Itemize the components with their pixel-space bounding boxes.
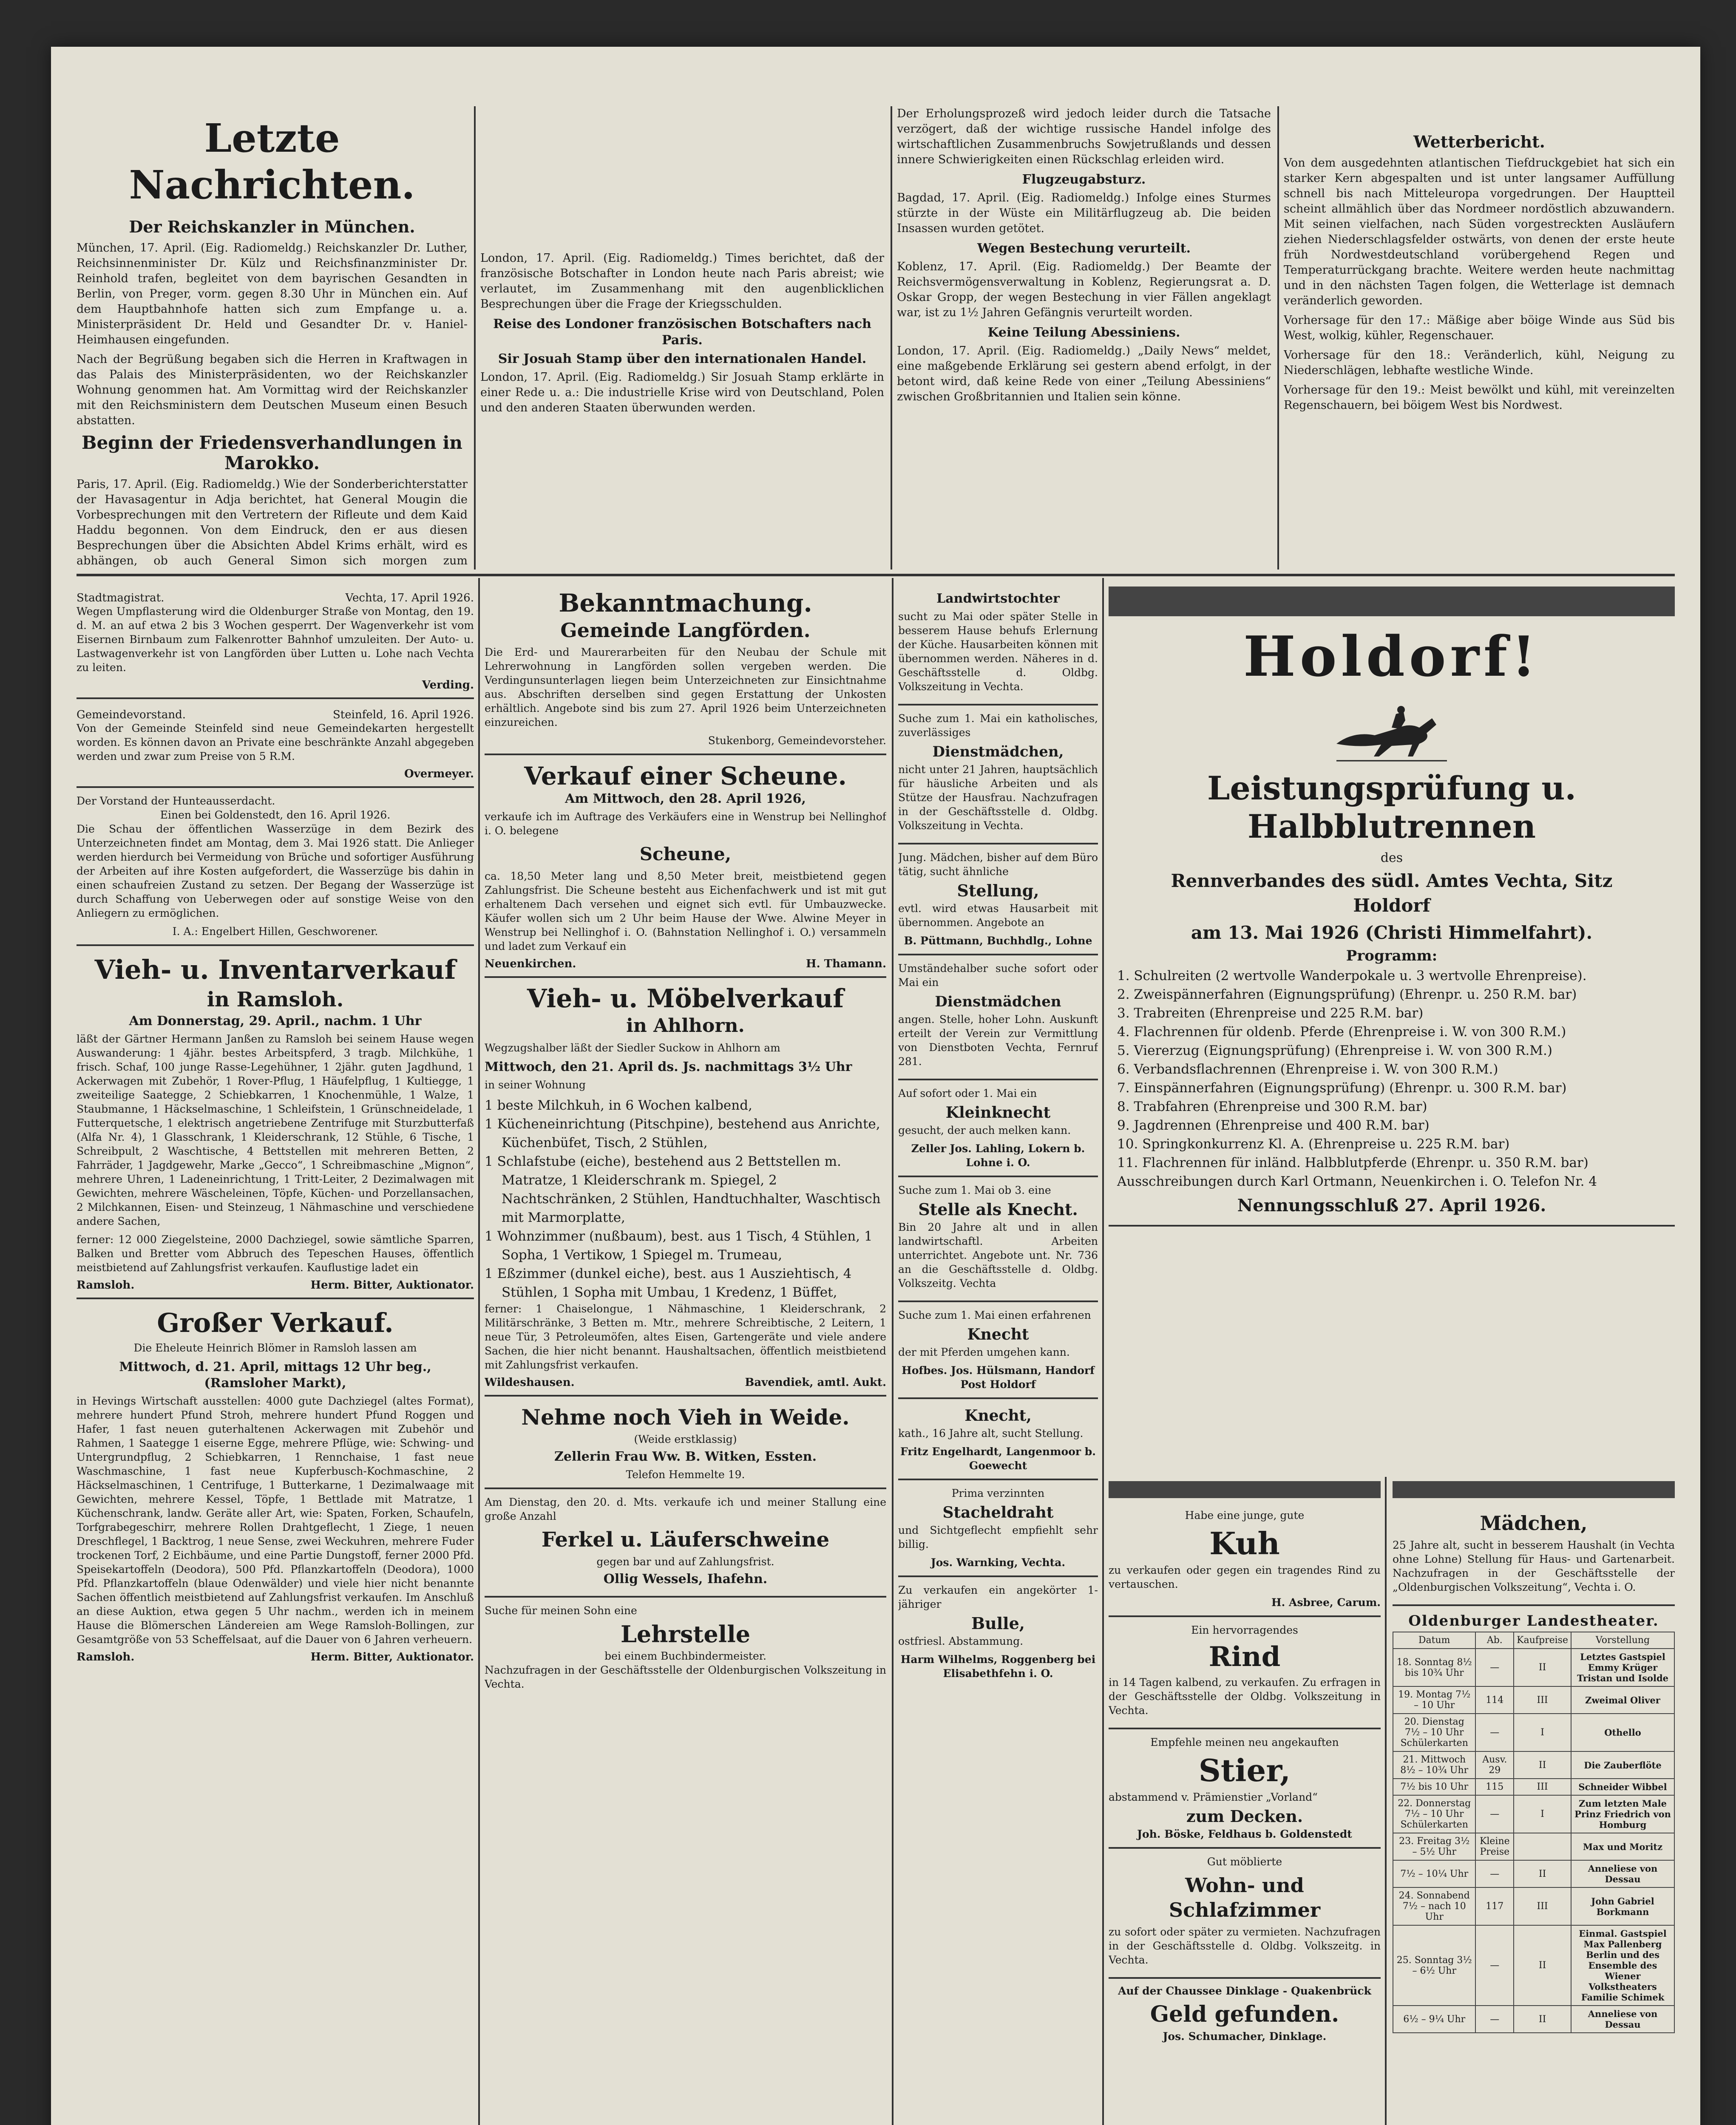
ads-col-4a (1109, 1477, 1381, 2125)
table-row (1393, 1779, 1674, 1795)
ad-head: Mädchen, (1480, 1512, 1588, 1535)
ad-text: in Hevings Wirtschaft ausstellen: 4000 gute Dachziegel (altes Format), mehrere hundert Pfund Stroh, mehrere hundert Pfund Roggen und Hafer, 1 fast neuen guterhaltenen Ackerwagen mit Zubehör und Rahmen, 1 Saategge 1 eiserne Egge, mehrere Pflüge, wie: Schwing- und Untergrundpflug, 2 Schiebkarren, 1 Rennchaise, 1 fast neue Waschmaschine, 1 fast neue Kupferbusch-Kochmaschine, 2 Häckselmaschinen, 1 Centrifuge, 1 Butterkarne, 1 Dezimalwaage mit Gewichten, mehrere Kessel, Töpfe, 1 Bettlade mit Matratze, 1 Küchenschrank, landw. Geräte aller Art, wie: Spaten, Forken, Schaufeln, Torfgrabegeschirr, mehrere Rollen Drahtgeflecht, 1 Ziege, 1 neuen Dreschflegel, 1 Backtrog, 1 neue Sense, zwei Weckuhren, mehrere Fuder trockenen Torf, 2 Eichbäume, und eine Partie Dungstoff, ferner 2000 Pfd. Speisekartoffeln (Deodora), 500 Pfd. Pflanzkartoffeln (Deodora), 1000 Pfd. Pflanzkartoffeln (blaue Odenwälder) und viele hier nicht benannte Sachen öffentlich meistbietend auf Zahlungsfrist verkaufen. Im Anschluß an diese Auktion, etwa gegen 5 Uhr nachm., werden ich in meinem Hause die Blömerschen Ländereien am Wege Ramsloh-Bollingen, zur Gesamtgröße von 53 Scheffelsaat, auf die Dauer von 6 Jahren verheuern. (77, 1395, 474, 1646)
ad-head: Bulle, (971, 1614, 1025, 1633)
table-cell: — (1475, 1714, 1514, 1751)
ad-item: Scheune, (639, 844, 732, 864)
ad-text: Auf sofort oder 1. Mai ein (898, 1087, 1037, 1099)
table-cell: Anneliese von Dessau (1571, 2006, 1674, 2033)
ad-list-item: 1 beste Milchkuh, in 6 Wochen kalbend, (485, 1098, 752, 1113)
table-cell: Kleine Preise (1475, 1833, 1514, 1860)
ad-list-item: 1 Schlafstube (eiche), bestehend aus 2 Bettstellen m. Matratze, 1 Kleiderschrank m. Spiegel, 2 Nachtschränken, 2 Stühlen, Handtuchhalter, Waschtisch mit Marmorplatte, (485, 1154, 881, 1225)
ad-text: Die Erd- und Maurerarbeiten für den Neubau der Schule mit Lehrerwohnung in Langförden sollen vergeben werden. Die Verdingunsunterlagen liegen beim Unterzeichneten zur Einsichtnahme aus. Abschriften derselben sind gegen Erstattung der Unkosten erhältlich. Angebote sind bis zum 27. April 1926 beim Unterzeichneten einzureichen. (485, 646, 886, 728)
ad-grosser-verkauf (77, 1299, 474, 1663)
weather-col (1284, 106, 1675, 570)
table-cell: III (1514, 1887, 1571, 1925)
table-cell: 22. Donnerstag 7½ – 10 Uhr Schülerkarten (1393, 1795, 1475, 1833)
ad-text: ferner: 1 Chaiselongue, 1 Nähmaschine, 1 Kleiderschrank, 2 Militärschränke, 3 Betten m. Mtr., mehrere Schreibtische, 2 Leitern, 1 neue Tür, 3 Petroleumöfen, altes Eisen, Gartengeräte und viele andere Sachen, die hier nicht benannt. Haushaltsachen, öffentlich meistbietend mit Zahlungsfrist verkaufen. (485, 1303, 886, 1371)
table-row (1393, 1751, 1674, 1779)
news-text: London, 17. April. (Eig. Radiomeldg.) Times berichtet, daß der französische Botschafter in London heute nach Paris abreist; wie verlautet, im Zusammenhang mit den augenblicklichen Besprechungen über die Frage der Kriegsschulden. (480, 252, 884, 311)
news-text: Der Erholungsprozeß wird jedoch leider durch die Tatsache verzögert, daß der wichtige russische Handel infolge des wirtschaftlichen Zusammenbruchs Sowjetrußlands und dessen innere Schwierigkeiten einen Rückschlag erleiden wird. (897, 107, 1271, 166)
ad-subhead: (Weide erstklassig) (634, 1433, 737, 1445)
ad-zimmer (1109, 1849, 1381, 1979)
program-item: 7. Einspännerfahren (Eignungsprüfung) (Ehrenpr. u. 300 R.M. bar) (1117, 1080, 1567, 1096)
ad-text: Suche für meinen Sohn eine (485, 1604, 637, 1617)
program-footer: Ausschreibungen durch Karl Ortmann, Neuenkirchen i. O. Telefon Nr. 4 (1117, 1174, 1597, 1189)
program-item: 4. Flachrennen für oldenb. Pferde (Ehrenpreise i. W. von 300 R.M.) (1117, 1024, 1566, 1040)
table-cell: 7½ bis 10 Uhr (1393, 1779, 1475, 1795)
table-cell: Schneider Wibbel (1571, 1779, 1674, 1795)
ad-knecht-2 (898, 1399, 1098, 1480)
ad-dienstmaedchen-1 (898, 706, 1098, 844)
ad-head: Verkauf einer Scheune. (524, 762, 847, 790)
ad-head: Stacheldraht (942, 1504, 1054, 1522)
table-row (1393, 1833, 1674, 1860)
ad-text: Wegen Umpflasterung wird die Oldenburger Straße von Montag, den 19. d. M. an auf etwa 2 bis 3 Wochen gesperrt. Der Wagenverkehr ist vom Eisernen Birnbaum zum Falkenrotter Bahnhof umzuleiten. Der Auto- u. Lastwagenverkehr ist von Langförden über Lutten u. Lohe nach Vechta zu leiten. (77, 605, 474, 674)
ad-head: Leistungsprüfung u. Halbblutrennen (1207, 769, 1576, 845)
newspaper-page (51, 47, 1700, 2125)
news-headline: Wegen Bestechung verurteilt. (977, 241, 1191, 256)
weather-title: Wetterbericht. (1413, 132, 1545, 151)
ad-text: Suche zum 1. Mai ein katholisches, zuverlässiges (898, 712, 1098, 739)
ad-head: Bekanntmachung. (559, 589, 812, 618)
program-item: 9. Jagdrennen (Ehrenpreise und 400 R.M. bar) (1117, 1118, 1430, 1133)
ad-bulle (898, 1577, 1098, 1680)
ad-place: Ramsloh. (77, 1651, 135, 1663)
ad-head: Vieh- u. Möbelverkauf (527, 984, 844, 1014)
ad-geld (1109, 1979, 1381, 2043)
news-text: Koblenz, 17. April. (Eig. Radiomeldg.) Der Beamte der Reichsvermögensverwaltung in Koblenz, Regierungsrat a. D. Oskar Gropp, der wegen Bestechung in vier Fällen angeklagt war, ist zu 1½ Jahren Gefängnis verurteilt worden. (897, 260, 1271, 319)
program-item: 10. Springkonkurrenz Kl. A. (Ehrenpreise u. 225 R.M. bar) (1117, 1136, 1510, 1152)
ad-signature: Bavendiek, amtl. Aukt. (745, 1376, 886, 1389)
ad-head: Knecht (967, 1326, 1029, 1343)
ad-rind (1109, 1617, 1381, 1729)
ad-list-item: 1 Kücheneinrichtung (Pitschpine), bestehend aus Anrichte, Küchenbüfet, Tisch, 2 Stühlen, (485, 1116, 880, 1150)
ad-signature: Jos. Schumacher, Dinklage. (1163, 2030, 1327, 2043)
table-cell: II (1514, 1860, 1571, 1887)
ad-list-item: 1 Wohnzimmer (nußbaum), best. aus 1 Tisch, 4 Stühlen, 1 Sopha, 1 Vertikow, 1 Spiegel m. Trumeau, (485, 1229, 873, 1263)
weather-forecast: Vorhersage für den 18.: Veränderlich, kühl, Neigung zu Niederschlägen, lebhafte westliche Winde. (1284, 348, 1675, 377)
ad-dienstmaedchen-2 (898, 955, 1098, 1080)
ad-subhead: in Ramsloh. (207, 988, 344, 1012)
ad-text: Auf der Chaussee Dinklage - Quakenbrück (1118, 1985, 1371, 1997)
ad-kleinknecht (898, 1080, 1098, 1177)
ad-signature: Jos. Warnking, Vechta. (930, 1556, 1066, 1569)
ad-lehrstelle (485, 1598, 886, 1691)
table-cell: — (1475, 1860, 1514, 1887)
ad-signature: Fritz Engelhardt, Langenmoor b. Goewecht (900, 1445, 1096, 1472)
ad-head: Dienstmädchen, (932, 743, 1064, 760)
ad-signature: H. Thamann. (806, 958, 886, 970)
ad-text: angen. Stelle, hoher Lohn. Auskunft erteilt der Verein zur Vermittlung von Dienstboten Vechta, Fernruf 281. (898, 1013, 1098, 1068)
ad-head: Gemeindevorstand. (77, 708, 186, 721)
ad-date: Am Donnerstag, 29. April., nachm. 1 Uhr (129, 1014, 422, 1028)
ad-place: Ramsloh. (77, 1279, 135, 1292)
ad-text: Suche zum 1. Mai einen erfahrenen (898, 1309, 1091, 1321)
ad-head: Nehme noch Vieh in Weide. (521, 1405, 850, 1430)
ad-head: Stellung, (957, 881, 1039, 900)
table-header-row (1393, 1632, 1674, 1649)
news-headline: Reise des Londoner französischen Botschafters nach Paris. (493, 317, 871, 348)
ad-text: des (1380, 850, 1403, 865)
ad-head: Wohn- und Schlafzimmer (1169, 1874, 1321, 1921)
ad-signature: Verding. (422, 679, 474, 691)
program-item: 5. Viererzug (Eignungsprüfung) (Ehrenpreise i. W. von 300 R.M.) (1117, 1043, 1552, 1058)
ad-text: zu sofort oder später zu vermieten. Nachzufragen in der Geschäftsstelle d. Oldbg. Volkszeitg. in Vechta. (1109, 1926, 1381, 1966)
news-text: Bagdad, 17. April. (Eig. Radiomeldg.) Infolge eines Sturmes stürzte in der Wüste ein Militärflugzeug ab. Die beiden Insassen wurden getötet. (897, 191, 1271, 235)
ad-head: Stier, (1198, 1752, 1291, 1788)
table-cell: John Gabriel Borkmann (1571, 1887, 1674, 1925)
table-cell: 20. Dienstag 7½ – 10 Uhr Schülerkarten (1393, 1714, 1475, 1751)
ad-head: Großer Verkauf. (157, 1307, 394, 1338)
table-cell: III (1514, 1686, 1571, 1714)
ad-text: Umständehalber suche sofort oder Mai ein (898, 962, 1098, 989)
table-cell: 24. Sonnabend 7½ – nach 10 Uhr (1393, 1887, 1475, 1925)
ad-head: Kuh (1209, 1525, 1280, 1561)
ad-text: Die Eheleute Heinrich Blömer in Ramsloh lassen am (133, 1342, 417, 1354)
table-cell: 6½ – 9¼ Uhr (1393, 2006, 1475, 2033)
ad-deadline: Nennungsschluß 27. April 1926. (1237, 1196, 1546, 1216)
ad-date: Vechta, 17. April 1926. (345, 592, 474, 604)
table-cell: III (1514, 1779, 1571, 1795)
table-cell: Max und Moritz (1571, 1833, 1674, 1860)
ad-knecht-1 (898, 1302, 1098, 1399)
ad-date: Am Mittwoch, den 28. April 1926, (565, 791, 806, 806)
ad-ferkel (485, 1489, 886, 1598)
ad-head: Landwirtstochter (936, 591, 1060, 606)
ad-stadtmagistrat (77, 582, 474, 699)
table-cell: II (1514, 1649, 1571, 1686)
ads-col-3 (898, 582, 1098, 2125)
program-item: 6. Verbandsflachrennen (Ehrenpreise i. W. von 300 R.M.) (1117, 1062, 1498, 1077)
ad-head: Der Vorstand der Hunteausserdacht. (77, 795, 275, 807)
ad-program-title: Programm: (1346, 947, 1438, 964)
program-item: 8. Trabfahren (Ehrenpreise und 300 R.M. bar) (1117, 1099, 1427, 1114)
ad-text: Prima verzinnten (951, 1487, 1045, 1499)
ad-text: Die Schau der öffentlichen Wasserzüge in dem Bezirk des Unterzeichneten findet am Montag, dem 3. Mai 1926 statt. Die Anlieger werden hierdurch bei Vermeidung von Brüche und sofortiger Ausführung der Arbeiten auf ihre Kosten aufgefordert, die Wasserzüge bis dahin in einen schaufreien Zustand zu setzen. Der Begang der Wasserzüge ist durch Schaffung von Ueberwegen oder auf sonstige Weise von den Anliegern zu ermöglichen. (77, 823, 474, 919)
column-header: Ab. (1475, 1632, 1514, 1649)
ad-text: Ein hervorragendes (1191, 1624, 1298, 1636)
weather-text: Von dem ausgedehnten atlantischen Tiefdruckgebiet hat sich ein starker Kern abgespalten und ist unter langsamer Auffüllung schnell bis nach Mitteleuropa vorgedrungen. Der Hauptteil scheint allmählich über das Nordmeer nordöstlich abzuwandern. Mit seinen vielfachen, nach Süden vorgestreckten Ausläufern ziehen Niederschlagsfelder ostwärts, von denen der erste heute früh Nordwestdeutschland vorübergehend Regen und Temperaturrückgang brachte. Weitere werden heute nachmittag und in den nächsten Tagen folgen, die Wetterlage ist demnach veränderlich geworden. (1284, 156, 1675, 307)
table-cell: — (1475, 1925, 1514, 2006)
ad-gemeindevorstand (77, 699, 474, 788)
ad-signature: Overmeyer. (404, 768, 474, 780)
ad-signature: Herm. Bitter, Auktionator. (310, 1651, 474, 1663)
news-text: Nach der Begrüßung begaben sich die Herren in Kraftwagen in das Palais des Ministerpräsidenten, wo der Reichskanzler Wohnung genommen hat. Am Vormittag wird der Reichskanzler mit den Reichsministern dem Deutschen Museum einen Besuch abstatten. (77, 353, 468, 427)
ad-head: Kleinknecht (945, 1104, 1051, 1122)
table-cell: 117 (1475, 1887, 1514, 1925)
news-col-3 (897, 106, 1271, 570)
ad-name: Zellerin Frau Ww. B. Witken, Essten. (554, 1449, 817, 1464)
ad-text: ca. 18,50 Meter lang und 8,50 Meter breit, meistbietend gegen Zahlungsfrist. Die Scheune besteht aus Eichenfachwerk und ist mit gut erhaltenem Dach versehen und eignet sich evtl. für Umbauzwecke. Käufer wollen sich um 2 Uhr beim Hause der Wwe. Alwine Meyer in Wenstrup bei Nellinghof i. O. (Bahnstation Nellinghof i. O.) versammeln und ladet zum Verkauf ein (485, 870, 886, 952)
ad-weide (485, 1397, 886, 1489)
program-item: 1. Schulreiten (2 wertvolle Wanderpokale u. 3 wertvolle Ehrenpreise). (1117, 968, 1587, 983)
ad-date: am 13. Mai 1926 (Christi Himmelfahrt). (1191, 922, 1593, 943)
ad-title: Holdorf! (1243, 624, 1540, 689)
ad-date: Mittwoch, den 21. April ds. Js. nachmittags 3½ Uhr (485, 1060, 852, 1074)
ad-signature: Harm Wilhelms, Roggenberg bei Elisabethfehn i. O. (900, 1653, 1096, 1680)
table-row (1393, 1925, 1674, 2006)
theater-table (1393, 1632, 1675, 2033)
ad-head: Ferkel u. Läuferschweine (541, 1528, 830, 1552)
ad-signature: Joh. Böske, Feldhaus b. Goldenstedt (1137, 1828, 1352, 1840)
ad-text: ostfriesl. Abstammung. (898, 1635, 1024, 1647)
ad-text: Bin 20 Jahre alt und in allen landwirtschaftl. Arbeiten unterrichtet. Angebote unt. Nr. 736 an die Geschäftsstelle d. Oldbg. Volkszeitg. Vechta (898, 1221, 1098, 1289)
ad-text: und Sichtgeflecht empfiehlt sehr billig. (898, 1524, 1098, 1550)
table-cell: I (1514, 1714, 1571, 1751)
table-cell (1514, 1833, 1571, 1860)
ad-text: gegen bar und auf Zahlungsfrist. (596, 1556, 774, 1568)
ad-text: Habe eine junge, gute (1185, 1509, 1305, 1522)
table-cell: Zweimal Oliver (1571, 1686, 1674, 1714)
weather-forecast: Vorhersage für den 19.: Meist bewölkt und kühl, mit vereinzelten Regenschauern, bei böigem West bis Nordwest. (1284, 383, 1675, 412)
program-item: 11. Flachrennen für inländ. Halbblutpferde (Ehrenpr. u. 350 R.M. bar) (1117, 1155, 1588, 1170)
news-headline: Beginn der Friedensverhandlungen in Marokko. (82, 432, 462, 473)
table-row (1393, 1649, 1674, 1686)
ad-text: Jung. Mädchen, bisher auf dem Büro tätig, sucht ähnliche (898, 851, 1098, 878)
ad-hunte (77, 788, 474, 946)
ad-place: Neuenkirchen. (485, 958, 576, 970)
table-cell: 115 (1475, 1779, 1514, 1795)
table-row (1393, 1686, 1674, 1714)
decorative-bar (1393, 1481, 1675, 1498)
news-text: London, 17. April. (Eig. Radiomeldg.) „Daily News“ meldet, eine maßgebende Erklärung sei gestern abend erfolgt, in der betont wird, daß keine Rede von einer „Teilung Abessiniens“ zwischen Großbritannien und Italien sein könne. (897, 344, 1271, 403)
table-cell: Die Zauberflöte (1571, 1751, 1674, 1779)
ad-signature: Hofbes. Jos. Hülsmann, Handorf Post Holdorf (902, 1364, 1095, 1391)
ad-head: Lehrstelle (620, 1621, 751, 1648)
ad-holdorf (1109, 586, 1675, 1227)
table-cell: II (1514, 2006, 1571, 2033)
table-cell: Zum letzten Male Prinz Friedrich von Homburg (1571, 1795, 1674, 1833)
table-cell: Anneliese von Dessau (1571, 1860, 1674, 1887)
ad-head: Knecht, (964, 1407, 1032, 1425)
ads-col-4 (1109, 582, 1675, 2125)
news-headline: Flugzeugabsturz. (1022, 172, 1146, 187)
table-row (1393, 1714, 1674, 1751)
ad-landwirtstochter (898, 582, 1098, 706)
ad-inventarverkauf (77, 946, 474, 1299)
ad-kuh (1109, 1502, 1381, 1617)
ad-text: gesucht, der auch melken kann. (898, 1124, 1071, 1136)
ad-head: Vieh- u. Inventarverkauf (94, 954, 456, 985)
table-cell: 114 (1475, 1686, 1514, 1714)
ad-text: Von der Gemeinde Steinfeld sind neue Gemeindekarten hergestellt worden. Es können davon an Private eine beschränkte Anzahl abgegeben werden und zwar zum Preise von 5 R.M. (77, 722, 474, 762)
ad-stellung (898, 844, 1098, 955)
ad-text: abstammend v. Prämienstier „Vorland“ (1109, 1791, 1318, 1803)
ad-subhead: Gemeinde Langförden. (560, 619, 811, 642)
ad-place: Wildeshausen. (485, 1376, 575, 1389)
ad-text: verkaufe ich im Auftrage des Verkäufers eine in Wenstrup bei Nellinghof i. O. belegene (485, 810, 886, 837)
ad-subhead: zum Decken. (1186, 1807, 1303, 1826)
news-text: London, 17. April. (Eig. Radiomeldg.) Sir Josuah Stamp erklärte in einer Rede u. a.: Die industrielle Krise wird von Deutschland, Polen und den anderen Staaten überwunden werden. (480, 371, 884, 414)
ad-text: sucht zu Mai oder später Stelle in besserem Hause behufs Erlernung der Küche. Hausarbeiten können mit übernommen werden. Näheres in d. Geschäftsstelle d. Oldbg. Volkszeitung in Vechta. (898, 610, 1098, 693)
ad-text: der mit Pferden umgehen kann. (898, 1346, 1070, 1358)
table-cell: Othello (1571, 1714, 1674, 1751)
table-row (1393, 1860, 1674, 1887)
table-cell: Letztes Gastspiel Emmy Krüger Tristan und Isolde (1571, 1649, 1674, 1686)
theater-title: Oldenburger Landestheater. (1408, 1612, 1659, 1629)
news-headline: Sir Josuah Stamp über den internationalen Handel. (498, 351, 867, 366)
ad-text: Wegzugshalber läßt der Siedler Suckow in Ahlhorn am (485, 1042, 780, 1054)
ad-date: Einen bei Goldenstedt, den 16. April 1926. (160, 809, 391, 821)
program-item: 3. Trabreiten (Ehrenpreise und 225 R.M. bar) (1117, 1006, 1424, 1021)
ads-col-4b (1393, 1477, 1675, 2125)
table-cell: Ausv. 29 (1475, 1751, 1514, 1779)
ad-head: Geld gefunden. (1150, 2001, 1339, 2027)
news-col-1 (77, 98, 468, 570)
table-row (1393, 1795, 1674, 1833)
table-cell: — (1475, 2006, 1514, 2033)
table-cell: 7½ – 10¼ Uhr (1393, 1860, 1475, 1887)
table-cell: I (1514, 1795, 1571, 1833)
table-cell: 25. Sonntag 3½ – 6½ Uhr (1393, 1925, 1475, 2006)
weather-forecast: Vorhersage für den 17.: Mäßige aber böige Winde aus Süd bis West, wolkig, kühler, Regenschauer. (1284, 314, 1675, 342)
table-row (1393, 2006, 1674, 2033)
ad-date: Steinfeld, 16. April 1926. (333, 708, 474, 721)
table-cell: 21. Mittwoch 8½ – 10¾ Uhr (1393, 1751, 1475, 1779)
ad-text: ferner: 12 000 Ziegelsteine, 2000 Dachziegel, sowie sämtliche Sparren, Balken und Bretter vom Abbruch des Tepeschen Hauses, öffentlich meistbietend auf Zahlungsfrist verkaufen. Kauflustige ladet ein (77, 1233, 474, 1274)
ad-signature: B. Püttmann, Buchhdlg., Lohne (904, 935, 1092, 947)
table-cell: — (1475, 1795, 1514, 1833)
ad-stelle-knecht (898, 1177, 1098, 1302)
table-cell: Einmal. Gastspiel Max Pallenberg Berlin und des Ensemble des Wiener Volkstheaters Familie Schimek (1571, 1925, 1674, 2006)
ads-col-2 (485, 582, 886, 2125)
ad-stacheldraht (898, 1480, 1098, 1577)
ad-text: Suche zum 1. Mai ob 3. eine (898, 1184, 1051, 1196)
ad-text: zu verkaufen oder gegen ein tragendes Rind zu vertauschen. (1109, 1564, 1381, 1590)
column-header: Kaufpreise (1514, 1632, 1571, 1649)
table-cell: 23. Freitag 3½ – 5½ Uhr (1393, 1833, 1475, 1860)
ad-text: in 14 Tagen kalbend, zu verkaufen. Zu erfragen in der Geschäftsstelle der Oldbg. Volkszeitung in Vechta. (1109, 1676, 1381, 1717)
ad-org: Rennverbandes des südl. Amtes Vechta, Sitz Holdorf (1171, 870, 1613, 916)
news-headline: Keine Teilung Abessiniens. (987, 325, 1180, 340)
ad-head: Stelle als Knecht. (918, 1200, 1078, 1219)
ad-text: kath., 16 Jahre alt, sucht Stellung. (898, 1427, 1084, 1439)
theater-schedule (1393, 1606, 1675, 2033)
table-cell: — (1475, 1649, 1514, 1686)
ad-text: läßt der Gärtner Hermann Janßen zu Ramsloh bei seinem Hause wegen Auswanderung: 1 4jähr. bestes Arbeitspferd, 3 tragb. Milchkühe, 1 frisch. Schaf, 100 junge Rasse-Legehühner, 1 2jähr. guten Jagdhund, 1 Ackerwagen mit Zubehör, 1 Rover-Pflug, 1 Häufelpflug, 1 Kultiegge, 1 zweiteilige Saategge, 2 Schiebkarren, 1 Knochenmühle, 1 Walze, 1 Staubmanne, 1 Häckselmaschine, 1 Schleifstein, 1 Grünschneidelade, 1 Futterquetsche, 1 elektrisch angetriebene Zentrifuge mit Sturzbutterfaß (Alfa Nr. 4), 1 Glasschrank, 1 Kleiderschrank, 12 Stühle, 6 Tische, 1 Schreibpult, 2 Waschtische, 4 Bettstellen mit mehreren Betten, 2 Fahrräder, 1 Jagdgewehr, Marke „Gecco“, 1 Schreibmaschine „Mignon“, mehrere Uhren, 1 Ladeneinrichtung, 1 Tritt-Leiter, 2 Dezimalwagen mit Gewichten, mehrere Wäscheleinen, Töpfe, Küchen- und Porzellansachen, 2 Milchkannen, Eisen- und Steinzeug, 1 Nähmaschine und verschiedene andere Sachen, (77, 1033, 474, 1227)
program-item: 2. Zweispännerfahren (Eignungsprüfung) (Ehrenpr. u. 250 R.M. bar) (1117, 987, 1577, 1002)
ad-head: Dienstmädchen (935, 993, 1061, 1010)
ad-maedchen (1393, 1502, 1675, 1606)
ad-signature: Herm. Bitter, Auktionator. (310, 1279, 474, 1292)
ad-signature: Ollig Wessels, Ihafehn. (603, 1572, 768, 1587)
ad-text: Am Dienstag, den 20. d. Mts. verkaufe ich und meiner Stallung eine große Anzahl (485, 1496, 886, 1522)
ad-head: Rind (1208, 1641, 1281, 1673)
ad-head: Stadtmagistrat. (77, 592, 165, 604)
column-header: Datum (1393, 1632, 1475, 1649)
news-headline: Der Reichskanzler in München. (129, 217, 415, 236)
ad-stier (1109, 1729, 1381, 1849)
table-cell: 19. Montag 7½ – 10 Uhr (1393, 1686, 1475, 1714)
news-text: Paris, 17. April. (Eig. Radiomeldg.) Wie der Sonderberichterstatter der Havasagentur in Adja berichtet, hat General Mougin die Vorbesprechungen mit den Vertretern der Rifleute und dem Kaid Haddu begonnen. Von dem Eindruck, den er aus diesen Besprechungen über die Absichten Abdel Krims erhält, wird es abhängen, ob auch General Simon sich morgen zum (77, 478, 468, 567)
ad-phone: Telefon Hemmelte 19. (626, 1468, 745, 1481)
decorative-bar (1109, 1481, 1381, 1498)
news-col-2 (480, 106, 884, 570)
ad-text: in seiner Wohnung (485, 1079, 586, 1091)
ad-signature: H. Asbree, Carum. (1271, 1596, 1381, 1609)
ad-moebelverkauf (485, 978, 886, 1397)
ad-subhead: in Ahlhorn. (626, 1015, 745, 1037)
ad-text: nicht unter 21 Jahren, hauptsächlich für häusliche Arbeiten und als Stütze der Hausfrau. Nachzufragen in der Geschäftsstelle d. Oldbg. Volkszeitung in Vechta. (898, 763, 1098, 832)
ad-scheune (485, 755, 886, 978)
ad-signature: I. A.: Engelbert Hillen, Geschworener. (172, 925, 378, 938)
ad-text: Empfehle meinen neu angekauften (1150, 1736, 1339, 1748)
table-cell: 18. Sonntag 8½ bis 10¾ Uhr (1393, 1649, 1475, 1686)
ad-signature: Stukenborg, Gemeindevorsteher. (708, 734, 886, 747)
ad-text: 25 Jahre alt, sucht in besserem Haushalt (in Vechta ohne Lohne) Stellung für Haus- und Gartenarbeit. Nachzufragen in der Geschäftsstelle der „Oldenburgischen Volkszeitung“, Vechta i. O. (1393, 1539, 1675, 1593)
column-header: Vorstellung (1571, 1632, 1674, 1649)
decorative-bar (1109, 586, 1675, 616)
table-cell: II (1514, 1751, 1571, 1779)
ad-text: Gut möblierte (1207, 1856, 1282, 1868)
racehorse-icon (1328, 697, 1455, 765)
ad-text: Nachzufragen in der Geschäftsstelle der Oldenburgischen Volkszeitung in Vechta. (485, 1664, 886, 1690)
ad-list-item: 1 Eßzimmer (dunkel eiche), best. aus 1 Ausziehtisch, 4 Stühlen, 1 Sopha mit Umbau, 1 Kredenz, 1 Büffet, (485, 1266, 852, 1300)
ad-signature: Zeller Jos. Lahling, Lokern b. Lohne i. O. (911, 1142, 1085, 1169)
table-cell: II (1514, 1925, 1571, 2006)
ad-text: Zu verkaufen ein angekörter 1-jähriger (898, 1584, 1098, 1610)
ads-col-1 (77, 582, 474, 2125)
news-title: Letzte Nachrichten. (129, 115, 415, 208)
ad-date: Mittwoch, d. 21. April, mittags 12 Uhr beg., (Ramsloher Markt), (119, 1360, 431, 1391)
ad-bekanntmachung (485, 582, 886, 755)
theater-body (1393, 1649, 1674, 2033)
ad-text: evtl. wird etwas Hausarbeit mit übernommen. Angebote an (898, 902, 1098, 929)
news-text: München, 17. April. (Eig. Radiomeldg.) Reichskanzler Dr. Luther, Reichsinnenminister Dr. Külz und Reichsfinanzminister Dr. Reinhold trafen, begleitet von dem bayrischen Gesandten in Berlin, von Preger, vorm. gegen 8.30 Uhr in München ein. Auf dem Hauptbahnhofe hatten sich zum Empfange u. a. Ministerpräsident Dr. Held und Gesandter Dr. v. Haniel-Heimhausen eingefunden. (77, 241, 468, 346)
table-row (1393, 1887, 1674, 1925)
ad-subhead: bei einem Buchbindermeister. (604, 1650, 766, 1662)
